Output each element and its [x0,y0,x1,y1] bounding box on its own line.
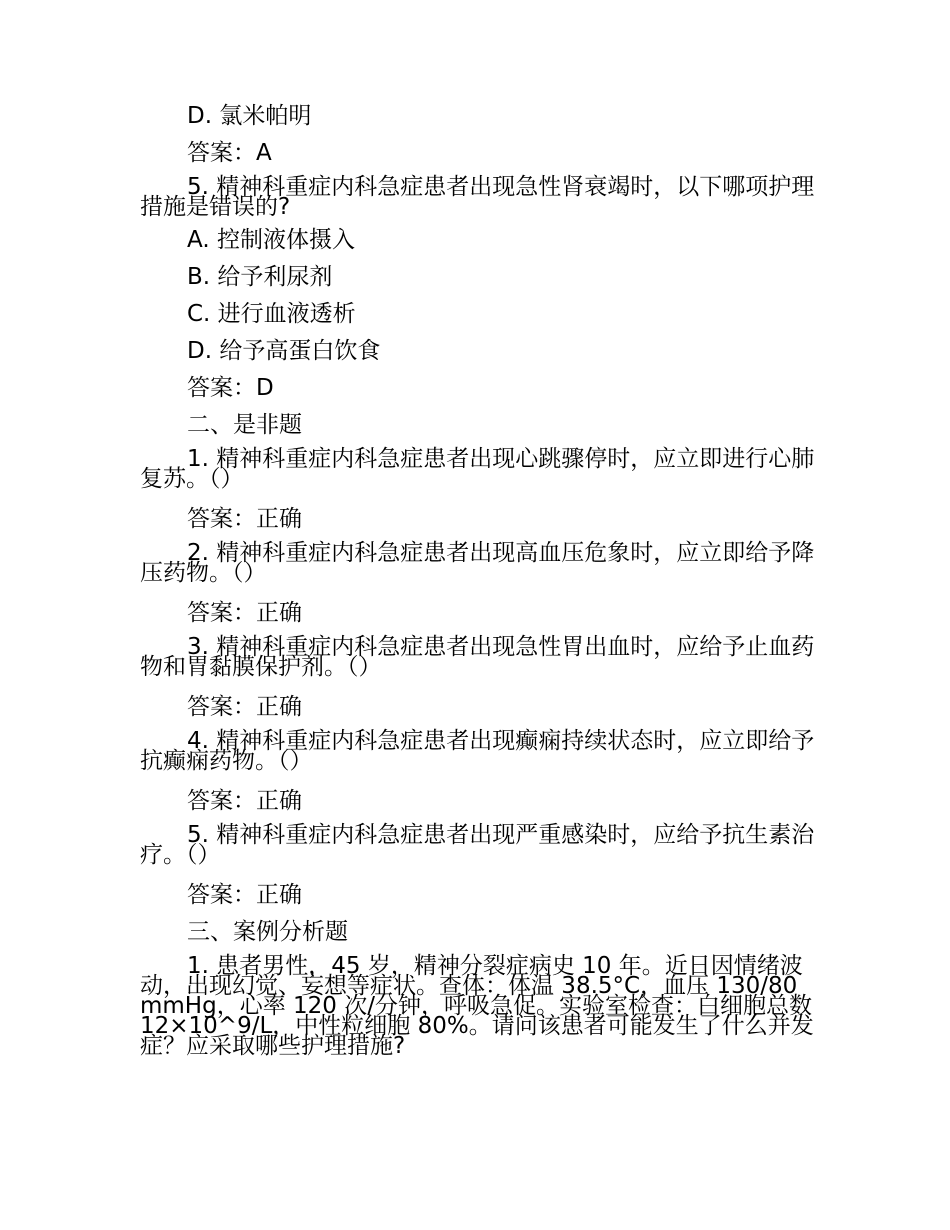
option-d: D. 氯米帕明 [187,103,312,129]
true-false-question-1: 1. 精神科重症内科急症患者出现心跳骤停时，应立即进行心肺复苏。（） [140,446,815,492]
true-false-question-3: 3. 精神科重症内科急症患者出现急性胃出血时，应给予止血药物和胃黏膜保护剂。（） [140,634,815,680]
true-false-question-4: 4. 精神科重症内科急症患者出现癫痫持续状态时，应立即给予抗癫痫药物。（） [140,728,815,774]
answer: 答案：D [187,375,274,401]
case-question-1: 1. 患者男性，45 岁，精神分裂症病史 10 年。近日因情绪波动，出现幻觉、妄想等症状。查体：体温 38.5°C，血压 130/80mmHg，心率 120 次/分钟，呼吸急促。实验室检查：白细胞总数 12×10^9/L，中性粒细胞 80%。请问该患者可能发生了什么并发症？应采取哪些护理措施? [140,953,814,1059]
answer: 答案：正确 [187,882,302,908]
answer: 答案：正确 [187,694,302,720]
answer: 答案：正确 [187,600,302,626]
true-false-question-5: 5. 精神科重症内科急症患者出现严重感染时，应给予抗生素治疗。（） [140,822,815,868]
section-heading-true-false: 二、是非题 [187,412,302,438]
true-false-question-2: 2. 精神科重症内科急症患者出现高血压危象时，应立即给予降压药物。（） [140,540,815,586]
answer: 答案：正确 [187,788,302,814]
option-d: D. 给予高蛋白饮食 [187,338,381,364]
question-5: 5. 精神科重症内科急症患者出现急性肾衰竭时，以下哪项护理措施是错误的? [140,174,815,220]
answer: 答案：正确 [187,506,302,532]
section-heading-case-analysis: 三、案例分析题 [187,919,348,945]
answer: 答案：A [187,140,272,166]
option-c: C. 进行血液透析 [187,301,356,327]
document-body [140,103,815,1073]
option-a: A. 控制液体摄入 [187,227,355,253]
option-b: B. 给予利尿剂 [187,264,333,290]
